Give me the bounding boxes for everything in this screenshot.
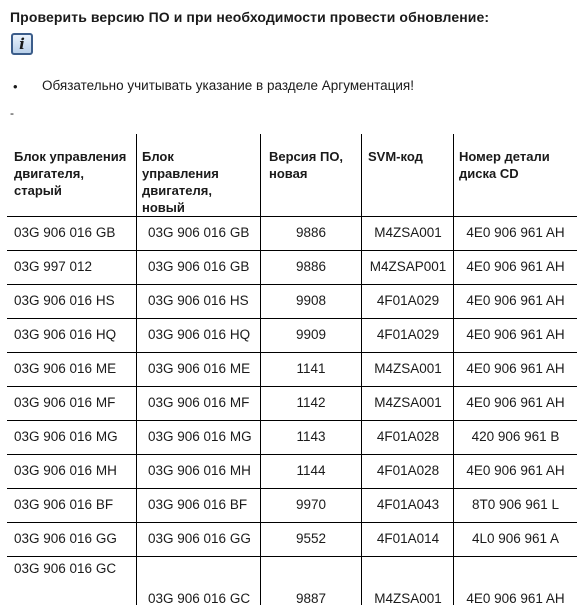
row-divider (7, 386, 577, 387)
table-cell: M4ZSAP001 (369, 259, 447, 274)
row-divider (7, 284, 577, 285)
row-divider (7, 250, 577, 251)
table-cell: 4E0 906 961 AH (466, 591, 565, 605)
table-cell: 4E0 906 961 AH (466, 225, 565, 240)
table-cell: 03G 906 016 HQ (148, 327, 251, 342)
table-cell: 1142 (296, 395, 326, 410)
table-cell: 03G 906 016 BF (14, 497, 114, 512)
table-cell: 03G 906 016 ME (14, 361, 117, 376)
table-cell: 03G 906 016 GB (14, 225, 116, 240)
table-header-cell: Версия ПО, новая (269, 149, 344, 181)
table-cell: M4ZSA001 (374, 591, 442, 605)
table-cell: 1143 (296, 429, 326, 444)
column-divider (136, 134, 137, 605)
bullet-marker: • (13, 79, 18, 94)
table-cell: 4F01A014 (376, 531, 440, 546)
table-cell: 4E0 906 961 AH (466, 395, 565, 410)
table-cell: 1144 (296, 463, 326, 478)
table-cell: 4F01A028 (376, 429, 440, 444)
table-cell: 03G 906 016 MH (14, 463, 117, 478)
table-cell: 03G 906 016 MH (148, 463, 251, 478)
row-divider (7, 352, 577, 353)
table-cell: 03G 997 012 (14, 259, 93, 274)
table-cell: 4E0 906 961 AH (466, 259, 565, 274)
table-cell: 9970 (295, 497, 327, 512)
page-heading: Проверить версию ПО и при необходимости провести обновление: (10, 9, 490, 25)
dash-marker: - (10, 106, 14, 120)
table-cell: 03G 906 016 BF (148, 497, 248, 512)
table-header-cell: Блок управления двигателя, старый (14, 149, 127, 198)
table-header-cell: Блок управления двигателя, новый (142, 149, 219, 215)
table-cell: 4F01A029 (376, 327, 440, 342)
table-cell: 9908 (295, 293, 327, 308)
table-header-cell: SVM-код (368, 149, 423, 164)
table-cell: 1141 (296, 361, 326, 376)
row-divider (7, 420, 577, 421)
table-cell: 03G 906 016 MG (148, 429, 252, 444)
table-header-cell: Номер детали диска CD (459, 149, 550, 181)
table-cell: M4ZSA001 (374, 361, 442, 376)
table-cell: 03G 906 016 GC (14, 561, 117, 576)
info-icon: i (11, 33, 33, 55)
table-cell: 4E0 906 961 AH (466, 293, 565, 308)
table-cell: 4L0 906 961 A (471, 531, 560, 546)
table-cell: 03G 906 016 MF (14, 395, 116, 410)
table-cell: 03G 906 016 HS (14, 293, 115, 308)
table-cell: 420 906 961 B (471, 429, 560, 444)
table-cell: 8T0 906 961 L (471, 497, 560, 512)
table-cell: 4E0 906 961 AH (466, 327, 565, 342)
table-cell: 03G 906 016 MG (14, 429, 118, 444)
header-divider (7, 216, 577, 217)
table-cell: 9909 (295, 327, 327, 342)
table-cell: 4F01A028 (376, 463, 440, 478)
table-cell: 03G 906 016 GB (148, 225, 250, 240)
table-cell: 4E0 906 961 AH (466, 463, 565, 478)
table-cell: 4E0 906 961 AH (466, 361, 565, 376)
table-cell: 4F01A043 (376, 497, 440, 512)
bullet-note: Обязательно учитывать указание в разделе Аргументация! (42, 78, 414, 93)
table-cell: 9552 (295, 531, 327, 546)
table-cell: M4ZSA001 (374, 225, 442, 240)
table-cell: 9887 (295, 591, 327, 605)
table-cell: 03G 906 016 HS (148, 293, 249, 308)
table-cell: 03G 906 016 ME (148, 361, 251, 376)
row-divider (7, 556, 577, 557)
table-cell: 03G 906 016 GG (148, 531, 251, 546)
table-cell: 4F01A029 (376, 293, 440, 308)
table-cell: 03G 906 016 HQ (14, 327, 117, 342)
row-divider (7, 522, 577, 523)
table-cell: 03G 906 016 GC (148, 591, 251, 605)
table-cell: 03G 906 016 GG (14, 531, 117, 546)
table-cell: 03G 906 016 GB (148, 259, 250, 274)
row-divider (7, 488, 577, 489)
table-cell: 03G 906 016 MF (148, 395, 250, 410)
table-cell: M4ZSA001 (374, 395, 442, 410)
row-divider (7, 318, 577, 319)
table-cell: 9886 (295, 225, 327, 240)
table-cell: 9886 (295, 259, 327, 274)
row-divider (7, 454, 577, 455)
